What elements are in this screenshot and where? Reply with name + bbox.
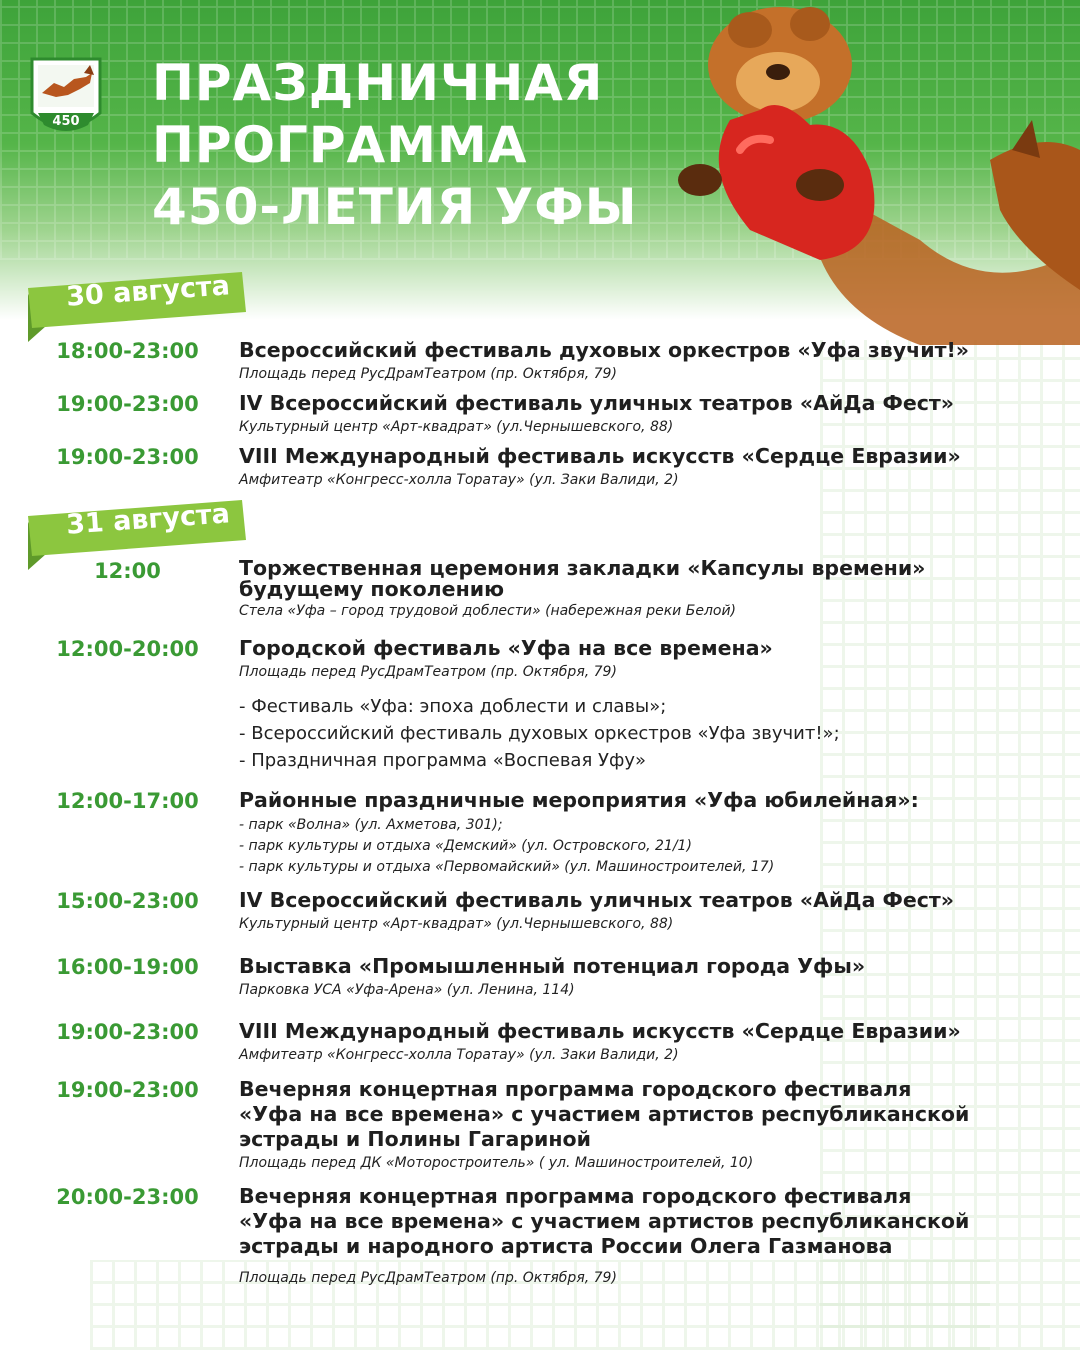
event-title-line: «Уфа на все времена» с участием артистов республиканской bbox=[239, 1209, 970, 1233]
mascot-illustration bbox=[660, 0, 1080, 345]
event-time: 16:00-19:00 bbox=[56, 955, 199, 979]
event-place: Парковка УСА «Уфа-Арена» (ул. Ленина, 114) bbox=[239, 982, 575, 998]
date-ribbon-30-august bbox=[28, 266, 246, 330]
date-ribbon-31-august bbox=[28, 494, 246, 558]
list-item: - Всероссийский фестиваль духовых оркестров «Уфа звучит!»; bbox=[239, 723, 840, 744]
event-place: Культурный центр «Арт-квадрат» (ул.Чернышевского, 88) bbox=[239, 419, 674, 435]
event-place: Площадь перед РусДрамТеатром (пр. Октября, 79) bbox=[239, 366, 617, 382]
event-title: Всероссийский фестиваль духовых оркестров «Уфа звучит!» bbox=[239, 338, 970, 362]
event-title bbox=[239, 1077, 999, 1152]
event-title: VIII Международный фестиваль искусств «Сердце Евразии» bbox=[239, 444, 961, 468]
event-title-line: Вечерняя концертная программа городского фестиваля bbox=[239, 1184, 912, 1208]
event-time: 19:00-23:00 bbox=[56, 445, 199, 469]
event-time: 12:00 bbox=[94, 559, 161, 583]
list-item: - парк культуры и отдыха «Демский» (ул. Островского, 21/1) bbox=[239, 838, 692, 854]
event-title-line: эстрады и народного артиста России Олега Газманова bbox=[239, 1234, 893, 1258]
event-place: Площадь перед РусДрамТеатром (пр. Октября, 79) bbox=[239, 1270, 617, 1286]
list-item: - Фестиваль «Уфа: эпоха доблести и славы»; bbox=[239, 696, 667, 717]
event-title-line: будущему поколению bbox=[239, 577, 505, 601]
date-label: 31 августа bbox=[65, 498, 231, 541]
event-place: Амфитеатр «Конгресс-холла Торатау» (ул. Заки Валиди, 2) bbox=[239, 1047, 679, 1063]
event-title: IV Всероссийский фестиваль уличных театров «АйДа Фест» bbox=[239, 391, 955, 415]
event-title: Выставка «Промышленный потенциал города Уфы» bbox=[239, 954, 866, 978]
title-line-1: ПРАЗДНИЧНАЯ bbox=[152, 54, 604, 112]
parks-list bbox=[239, 815, 999, 878]
ufa-450-logo bbox=[28, 55, 104, 141]
title-line-2: ПРОГРАММА bbox=[152, 116, 528, 174]
event-place: Стела «Уфа – город трудовой доблести» (набережная реки Белой) bbox=[239, 603, 737, 619]
event-time: 19:00-23:00 bbox=[56, 1020, 199, 1044]
event-place: Площадь перед РусДрамТеатром (пр. Октября, 79) bbox=[239, 664, 617, 680]
event-place: Культурный центр «Арт-квадрат» (ул.Чернышевского, 88) bbox=[239, 916, 674, 932]
title-line-3: 450-ЛЕТИЯ УФЫ bbox=[152, 178, 638, 236]
event-time: 19:00-23:00 bbox=[56, 1078, 199, 1102]
event-title-line: Вечерняя концертная программа городского фестиваля bbox=[239, 1077, 912, 1101]
event-title: Районные праздничные мероприятия «Уфа юбилейная»: bbox=[239, 788, 919, 812]
festival-items-list bbox=[239, 693, 999, 774]
event-title: Городской фестиваль «Уфа на все времена» bbox=[239, 636, 773, 660]
event-time: 19:00-23:00 bbox=[56, 392, 199, 416]
event-time: 18:00-23:00 bbox=[56, 339, 199, 363]
event-title-line: «Уфа на все времена» с участием артистов республиканской bbox=[239, 1102, 970, 1126]
list-item: - парк «Волна» (ул. Ахметова, 301); bbox=[239, 817, 503, 833]
list-item: - Праздничная программа «Воспевая Уфу» bbox=[239, 750, 647, 771]
event-time: 20:00-23:00 bbox=[56, 1185, 199, 1209]
event-place: Амфитеатр «Конгресс-холла Торатау» (ул. Заки Валиди, 2) bbox=[239, 472, 679, 488]
event-title bbox=[239, 558, 999, 600]
list-item: - парк культуры и отдыха «Первомайский» (ул. Машиностроителей, 17) bbox=[239, 859, 775, 875]
event-time: 15:00-23:00 bbox=[56, 889, 199, 913]
page-title bbox=[152, 52, 638, 238]
event-time: 12:00-20:00 bbox=[56, 637, 199, 661]
event-title-line: эстрады и Полины Гагариной bbox=[239, 1127, 591, 1151]
date-label: 30 августа bbox=[65, 270, 231, 313]
logo-450-text: 450 bbox=[52, 114, 80, 129]
event-title-line: Торжественная церемония закладки «Капсулы времени» bbox=[239, 556, 926, 580]
event-place: Площадь перед ДК «Моторостроитель» ( ул. Машиностроителей, 10) bbox=[239, 1155, 754, 1171]
event-time: 12:00-17:00 bbox=[56, 789, 199, 813]
event-title: VIII Международный фестиваль искусств «Сердце Евразии» bbox=[239, 1019, 961, 1043]
event-title: IV Всероссийский фестиваль уличных театров «АйДа Фест» bbox=[239, 888, 955, 912]
event-title bbox=[239, 1184, 999, 1259]
